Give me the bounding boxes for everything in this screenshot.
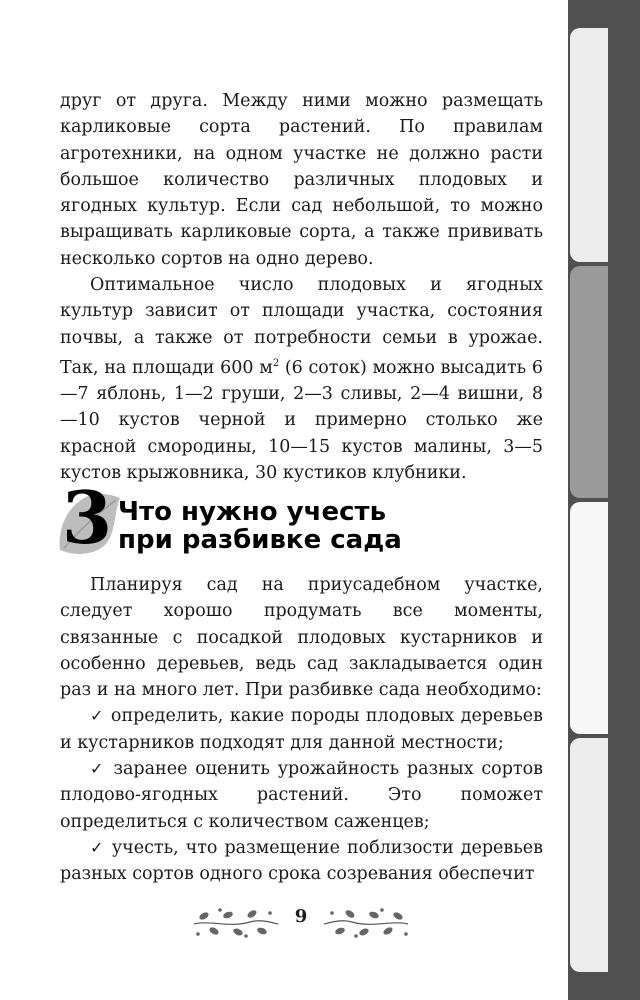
superscript-two: 2: [272, 357, 280, 369]
page-number: 9: [294, 906, 308, 927]
section-title-line-2: при разбивке сада: [118, 525, 402, 555]
text-block-bottom: [60, 572, 543, 888]
list-item: [60, 756, 543, 835]
section-heading: [54, 475, 544, 560]
section-title: [118, 498, 402, 554]
section-number: 3: [62, 475, 113, 560]
text-block-top: [60, 88, 543, 486]
thumb-tab-1: [570, 28, 608, 262]
checkmark-icon: ✓: [90, 759, 106, 779]
thumb-index-strip: [568, 0, 640, 1000]
paragraph-continuation: друг от друга. Между ними можно размещать карликовые сорта растений. По правилам агротехники, на одном участке не должно расти большое количество различных плодовых и ягодных культур. Если сад небольшой, то можно выращивать карликовые сорта, а также прививать несколько сортов на одно дерево.: [60, 91, 543, 269]
paragraph-text-part-2: (6 соток) можно высадить 6—7 яблонь, 1—2 груши, 2—3 сливы, 2—4 вишни, 8—10 кустов черной и примерно столько же красной смородины, 10—15 кустов малины, 3—5 кустов крыжовника, 30 кустиков клубники.: [60, 357, 543, 483]
thumb-tab-4: [570, 738, 608, 972]
list-item: [60, 835, 543, 888]
section-title-line-1: Что нужно учесть: [118, 497, 387, 527]
paragraph-planning: Планируя сад на приусадебном участке, следует хорошо продумать все моменты, связанные с посадкой плодовых кустарников и особенно деревьев, ведь сад закладывается один раз и на много лет. При разбивке сада необходимо:: [60, 575, 543, 701]
list-item-text: учесть, что размещение поблизости деревьев разных сортов одного срока созревания обеспечит: [60, 837, 543, 885]
paragraph-optimal-number: [60, 272, 543, 486]
paragraph-text-part-1: Оптимальное число плодовых и ягодных культур зависит от площади участка, состояния почвы, а также от потребности семьи в урожае. Так, на площади 600 м: [60, 275, 543, 378]
floral-ornament-left-icon: [190, 904, 280, 940]
checkmark-icon: ✓: [90, 837, 105, 857]
list-item: [60, 703, 543, 756]
checkmark-icon: ✓: [90, 706, 105, 726]
thumb-tab-2: [570, 266, 608, 498]
floral-ornament-right-icon: [322, 904, 412, 940]
page-footer: [190, 900, 410, 944]
list-item-text: заранее оценить урожайность разных сортов плодово-ягодных растений. Это поможет определиться с количеством саженцев;: [60, 759, 543, 832]
thumb-tab-3: [570, 502, 608, 734]
list-item-text: определить, какие породы плодовых деревьев и кустарников подходят для данной местности;: [60, 706, 543, 753]
